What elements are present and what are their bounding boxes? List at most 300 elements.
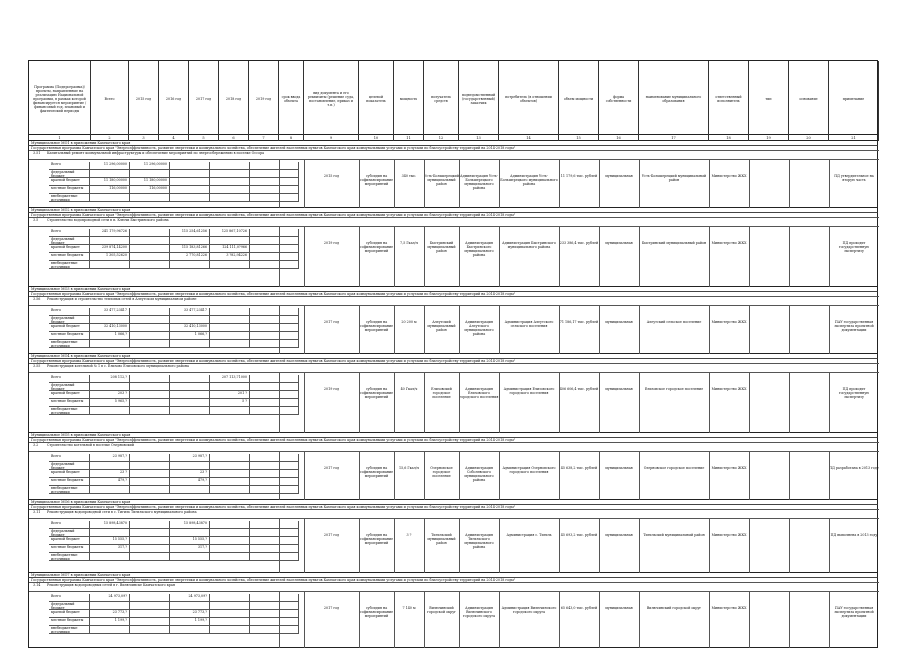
municipality: Усть-Большерецкий муниципальный район <box>641 174 707 182</box>
financing-row <box>49 391 299 399</box>
object-year: 2017 год <box>323 320 340 324</box>
financing-source: местные бюджеты <box>51 545 84 549</box>
item-number: 3.51 <box>33 151 41 155</box>
financing-value: 203 ? <box>89 391 129 399</box>
financing-value: 239 874,14200 <box>89 245 129 253</box>
financing-row <box>49 470 299 478</box>
financing-value <box>169 170 209 178</box>
financing-source: внебюджетные источники <box>51 486 78 494</box>
financing-value <box>249 261 299 269</box>
column-number: 19 <box>749 135 789 141</box>
financing-row <box>49 610 299 618</box>
financing-row <box>49 261 299 269</box>
note: ПД разработана в 2013 году <box>829 466 879 470</box>
column-divider <box>424 306 425 354</box>
responsible: Министерство ЖКХ <box>711 320 747 324</box>
program-block <box>28 213 878 287</box>
document-type: субсидия на софинансирование мероприятий <box>359 174 394 186</box>
responsible: Министерство ЖКХ <box>711 387 747 391</box>
funds-recipient: Озерновское городское поселение <box>430 466 453 478</box>
financing-value <box>129 170 169 178</box>
item-title: Реконструкция водопроводной сети в с. Тигиль Тигильского муниципального района <box>47 510 197 514</box>
column-divider <box>789 306 790 354</box>
financing-value <box>209 594 249 602</box>
financing-row <box>49 602 299 610</box>
header-cell: ответственный исполнитель <box>709 61 749 136</box>
column-divider <box>499 452 500 500</box>
column-divider <box>709 306 710 354</box>
financing-value: 2 770,81226 <box>169 253 209 261</box>
financing-value <box>169 399 209 407</box>
item-title: Строительство водопроводной сети в п. Ключи Быстринского района <box>47 218 169 222</box>
financing-source: внебюджетные источники <box>51 340 78 348</box>
financing-value <box>129 626 169 634</box>
column-divider <box>559 452 560 500</box>
column-divider <box>789 519 790 573</box>
item-number: 3.2 <box>33 443 39 447</box>
financing-source: местные бюджеты <box>51 618 84 622</box>
column-number: 10 <box>359 135 394 141</box>
financing-value <box>249 545 299 553</box>
item-row <box>29 297 879 306</box>
financing-value: 201 ? <box>209 391 249 399</box>
financing-value <box>129 375 169 383</box>
financing-value <box>169 462 209 470</box>
financing-value <box>169 602 209 610</box>
financing-source: краевой бюджет <box>51 610 80 614</box>
financing-value: 207 113,71000 <box>209 375 249 383</box>
financing-value <box>129 602 169 610</box>
column-number: 14 <box>499 135 559 141</box>
financing-value <box>249 610 299 618</box>
financing-value <box>209 170 249 178</box>
financing-row <box>49 308 299 316</box>
customer: Администрация Елизовского городского поселения <box>459 387 499 399</box>
column-divider <box>359 373 360 433</box>
program-title: Государственная программа Камчатского края "Энергоэффективность, развитие энергетики и коммунального хозяйства, обеспечение жителей населенных пунктов Камчатского края коммунальными услугами и услугами по благоустройству территорий на 2014-2018 годы" <box>29 438 879 443</box>
financing-value <box>249 407 299 415</box>
column-divider <box>599 519 600 573</box>
amount: 406 606,4 тыс. рублей <box>559 387 599 391</box>
header-cell: 2015 год <box>129 61 159 136</box>
consumer: Администрация Озерновского городского поселения <box>502 466 556 474</box>
financing-value <box>249 308 299 316</box>
document-sheet <box>28 60 879 634</box>
program-block <box>28 146 878 208</box>
financing-value <box>209 618 249 626</box>
financing-value <box>249 399 299 407</box>
financing-value <box>209 537 249 545</box>
financing-value <box>249 454 299 462</box>
financing-value <box>169 178 209 186</box>
financing-value: 11 296,00000 <box>89 162 129 170</box>
column-divider <box>424 373 425 433</box>
financing-value <box>209 521 249 529</box>
column-divider <box>639 452 640 500</box>
note: ПД утвердительное на вторую часть <box>834 174 874 182</box>
column-number: 13 <box>459 135 499 141</box>
program-title: Государственная программа Камчатского края "Энергоэффективность, развитие энергетики и коммунального хозяйства, обеспечение жителей населенных пунктов Камчатского края коммунальными услугами и услугами по благоустройству территорий на 2014-2018 годы" <box>29 505 879 510</box>
financing-row <box>49 618 299 626</box>
municipality: Быстринский муниципальный район <box>641 241 707 245</box>
financing-value: 115 254,61256 <box>169 229 209 237</box>
document-type: субсидия на софинансирование мероприятий <box>359 320 394 332</box>
financing-row <box>49 478 299 486</box>
item-number: 3.55 <box>33 364 41 368</box>
financing-value <box>169 261 209 269</box>
column-divider <box>359 227 360 287</box>
ownership: муниципальная <box>605 606 633 610</box>
financing-source: федеральный бюджет <box>51 237 75 245</box>
consumer: Администрация Вилючинского городского округа <box>501 606 557 614</box>
financing-value <box>209 545 249 553</box>
column-divider <box>394 306 395 354</box>
financing-source: местные бюджеты <box>51 186 84 190</box>
object-year: 2017 год <box>323 606 340 610</box>
column-divider <box>599 306 600 354</box>
financing-value <box>89 462 129 470</box>
column-divider <box>789 452 790 500</box>
column-divider <box>304 519 305 573</box>
financing-value <box>249 529 299 537</box>
financing-value <box>169 186 209 194</box>
header-cell: подведомственный (государственный) заказчик <box>459 61 499 136</box>
column-divider <box>749 306 750 354</box>
financing-value <box>249 229 299 237</box>
amount: 233 386,4 тыс. рублей <box>559 241 599 245</box>
financing-row <box>49 340 299 348</box>
column-divider <box>829 227 830 287</box>
financing-source: краевой бюджет <box>51 245 80 249</box>
header-cell: форма собственности <box>599 61 639 136</box>
financing-value <box>249 626 299 634</box>
financing-value <box>129 261 169 269</box>
financing-value <box>209 162 249 170</box>
header-cell: 2018 год <box>219 61 249 136</box>
column-divider <box>749 519 750 573</box>
financing-value <box>209 308 249 316</box>
financing-row <box>49 626 299 634</box>
document-type: субсидия на софинансирование мероприятий <box>359 466 394 478</box>
financing-value <box>129 324 169 332</box>
financing-source: Всего <box>51 521 61 525</box>
municipality: Озерновское городское поселение <box>643 466 705 470</box>
header-cell: 2019 год <box>249 61 279 136</box>
financing-value <box>209 383 249 391</box>
column-number: 16 <box>599 135 639 141</box>
financing-value <box>249 391 299 399</box>
financing-row <box>49 537 299 545</box>
financing-source: внебюджетные источники <box>51 407 78 415</box>
amount: 45 693,2 тыс. рублей <box>560 533 598 537</box>
financing-row <box>49 194 299 202</box>
program-block <box>28 438 878 500</box>
header-cell: 2016 год <box>159 61 189 136</box>
column-divider <box>359 519 360 573</box>
header-cell: Всего <box>91 61 129 136</box>
program-block <box>28 359 878 433</box>
column-divider <box>639 227 640 287</box>
header-cell: наименование муниципального образования <box>639 61 709 136</box>
section-band: Муниципальное МО1 в приложении Камчатского края <box>28 141 878 146</box>
municipality: Алеутский сельское поселение <box>646 320 702 324</box>
consumer: Администрация Алеутского сельского поселения <box>504 320 554 328</box>
column-number: 5 <box>189 135 219 141</box>
financing-row <box>49 545 299 553</box>
financing-value <box>169 340 209 348</box>
financing-row <box>49 245 299 253</box>
document-type: субсидия на софинансирование мероприятий <box>359 606 394 618</box>
financing-source: внебюджетные источники <box>51 261 78 269</box>
program-title: Государственная программа Камчатского края "Энергоэффективность, развитие энергетики и коммунального хозяйства, обеспечение жителей населенных пунктов Камчатского края коммунальными услугами и услугами по благоустройству территорий на 2014-2018 годы" <box>29 578 879 583</box>
financing-value <box>249 618 299 626</box>
column-divider <box>424 452 425 500</box>
column-number: 21 <box>829 135 879 141</box>
program-block <box>28 292 878 354</box>
financing-value <box>169 162 209 170</box>
financing-source: местные бюджеты <box>51 478 84 482</box>
municipality: Тигильский муниципальный район <box>643 533 705 537</box>
financing-value <box>129 594 169 602</box>
column-number: 9 <box>304 135 359 141</box>
column-divider <box>709 160 710 208</box>
column-divider <box>829 373 830 433</box>
financing-value <box>249 462 299 470</box>
financing-value <box>249 332 299 340</box>
column-divider <box>559 373 560 433</box>
financing-value <box>209 407 249 415</box>
customer: Администрация Усть-Большерецкого муниципального района <box>460 174 498 190</box>
financing-row <box>49 237 299 245</box>
note: ПД проходит государственную экспертизу <box>838 387 870 399</box>
column-divider <box>394 373 395 433</box>
financing-value <box>249 383 299 391</box>
financing-value: 24 973,09? <box>169 594 209 602</box>
column-number: 11 <box>394 135 424 141</box>
financing-row <box>49 162 299 170</box>
note: ПД проходит государственную экспертизу <box>838 241 870 253</box>
note: ПАУ государственная экспертиза проектной документации <box>834 320 874 332</box>
financing-row <box>49 383 299 391</box>
ownership: муниципальная <box>605 241 633 245</box>
financing-value <box>209 454 249 462</box>
financing-row <box>49 375 299 383</box>
ownership: муниципальная <box>605 533 633 537</box>
header-cell: примечание <box>829 61 879 136</box>
financing-source: федеральный бюджет <box>51 529 75 537</box>
financing-value <box>129 529 169 537</box>
customer: Администрация Алеутского муниципального района <box>464 320 494 336</box>
financing-value: 23 987,? <box>169 454 209 462</box>
column-divider <box>424 519 425 573</box>
header-cell: получатель средств <box>424 61 459 136</box>
ownership: муниципальная <box>605 320 633 324</box>
column-divider <box>499 306 500 354</box>
financing-source: местные бюджеты <box>51 399 84 403</box>
header-cell: срок ввода объекта <box>279 61 304 136</box>
amount: 71 186,17 тыс. рублей <box>559 320 599 324</box>
column-divider <box>639 160 640 208</box>
column-number: 17 <box>639 135 709 141</box>
column-number: 8 <box>279 135 304 141</box>
financing-value <box>209 462 249 470</box>
financing-value <box>89 486 129 494</box>
financing-value: 116,00000 <box>129 186 169 194</box>
funds-recipient: Алеутский муниципальный район <box>427 320 456 332</box>
financing-value: 15 555,? <box>169 537 209 545</box>
column-divider <box>499 373 500 433</box>
financing-value <box>129 332 169 340</box>
item-row <box>29 510 879 519</box>
financing-value <box>89 553 129 561</box>
financing-value <box>129 553 169 561</box>
financing-row <box>49 229 299 237</box>
financing-value <box>129 229 169 237</box>
column-divider <box>499 227 500 287</box>
financing-value <box>209 194 249 202</box>
financing-row <box>49 399 299 407</box>
financing-value: 3 ?82,94226 <box>209 253 249 261</box>
column-divider <box>709 373 710 433</box>
capacity: 3 ? <box>406 533 412 537</box>
column-divider <box>599 452 600 500</box>
column-divider <box>394 452 395 500</box>
item-row <box>29 443 879 452</box>
responsible: Министерство ЖКХ <box>711 606 747 610</box>
financing-value: 15 898,43870 <box>169 521 209 529</box>
column-divider <box>304 160 305 208</box>
financing-value: 241 179,96726 <box>89 229 129 237</box>
financing-value <box>129 454 169 462</box>
financing-value <box>169 553 209 561</box>
financing-value <box>209 186 249 194</box>
column-divider <box>599 373 600 433</box>
financing-source: федеральный бюджет <box>51 383 75 391</box>
financing-value <box>129 308 169 316</box>
financing-value <box>169 194 209 202</box>
column-divider <box>639 519 640 573</box>
customer: Администрация Соболевского муниципального района <box>464 466 494 482</box>
capacity: 7,5 Гкал/ч <box>400 241 418 245</box>
financing-source: Всего <box>51 594 61 598</box>
column-number: 4 <box>159 135 189 141</box>
item-number: 3.5 <box>33 218 39 222</box>
section-band: Муниципальное МО3 в приложении Камчатского края <box>28 287 878 292</box>
column-divider <box>459 452 460 500</box>
financing-row <box>49 553 299 561</box>
financing-source: местные бюджеты <box>51 253 84 257</box>
financing-value <box>129 521 169 529</box>
consumer: Администрация с. Тигиль <box>506 533 552 537</box>
note: ПД выполнена в 2013 году <box>830 533 878 537</box>
funds-recipient: Быстринский муниципальный район <box>427 241 456 253</box>
column-divider <box>559 160 560 208</box>
financing-value <box>169 391 209 399</box>
financing-value: 317,? <box>169 545 209 553</box>
column-divider <box>304 227 305 287</box>
program-block <box>28 578 878 648</box>
column-number: 12 <box>424 135 459 141</box>
item-title: Капитальный ремонт коммунальной инфраструктуры и обеспечение мероприятий по энергосбережению в поселке Оссора <box>47 151 265 155</box>
column-divider <box>359 452 360 500</box>
column-number: 6 <box>219 135 249 141</box>
financing-value <box>249 170 299 178</box>
column-divider <box>639 373 640 433</box>
financing-value <box>129 407 169 415</box>
financing-value <box>89 194 129 202</box>
financing-value <box>209 324 249 332</box>
column-divider <box>599 227 600 287</box>
capacity: 40 Гкал/ч <box>400 387 418 391</box>
financing-source: местные бюджеты <box>51 332 84 336</box>
header-cell: Программа (Подпрограмма)/ проекты, направленные на реализацию Национальной программы, в рамках которой финансируется мероприятие / финансовый год, плановый и фактический периоды <box>29 61 91 136</box>
amount: 45 638,2 тыс. рублей <box>560 466 598 470</box>
financing-value: 5 ? <box>209 399 249 407</box>
financing-value <box>169 375 209 383</box>
financing-value <box>209 553 249 561</box>
column-divider <box>279 373 280 433</box>
financing-value <box>209 332 249 340</box>
column-divider <box>459 306 460 354</box>
program-title: Государственная программа Камчатского края "Энергоэффективность, развитие энергетики и коммунального хозяйства, обеспечение жителей населенных пунктов Камчатского края коммунальными услугами и услугами по благоустройству территорий на 2014-2018 годы" <box>29 146 879 151</box>
program-block <box>28 505 878 573</box>
funds-recipient: Тигильский муниципальный район <box>427 533 456 545</box>
financing-source: краевой бюджет <box>51 537 80 541</box>
financing-value: 208 112,? <box>89 375 129 383</box>
financing-value <box>169 529 209 537</box>
financing-source: федеральный бюджет <box>51 316 75 324</box>
financing-value: 5 965,? <box>89 399 129 407</box>
financing-value <box>129 545 169 553</box>
financing-source: Всего <box>51 162 61 166</box>
column-divider <box>749 227 750 287</box>
item-number: 3.11 <box>33 510 41 514</box>
financing-source: внебюджетные источники <box>51 626 78 634</box>
column-divider <box>559 227 560 287</box>
column-divider <box>559 519 560 573</box>
financing-value <box>209 237 249 245</box>
financing-value <box>129 537 169 545</box>
item-title: Реконструкция водопроводных сетей в г. Вилючинске Камчатского края <box>47 583 175 587</box>
financing-value <box>169 383 209 391</box>
financing-value <box>249 186 299 194</box>
header-cell: тип <box>749 61 789 136</box>
column-divider <box>359 160 360 208</box>
financing-value <box>249 237 299 245</box>
financing-value: 33 477,23417 <box>89 308 129 316</box>
section-band: Муниципальное МО2 в приложении Камчатского края <box>28 208 878 213</box>
financing-value: 32 410,13000 <box>169 324 209 332</box>
consumer: Администрация Усть-Большерецкого муниципального района <box>500 174 558 186</box>
column-divider <box>304 452 305 500</box>
financing-row <box>49 332 299 340</box>
financing-value <box>209 610 249 618</box>
object-year: 2017 год <box>323 466 340 470</box>
column-divider <box>499 519 500 573</box>
customer: Администрация Тигильского муниципального района <box>464 533 494 549</box>
financing-value <box>129 610 169 618</box>
responsible: Министерство ЖКХ <box>711 533 747 537</box>
financing-value: 1 305,52620 <box>89 253 129 261</box>
program-title: Государственная программа Камчатского края "Энергоэффективность, развитие энергетики и коммунального хозяйства, обеспечение жителей населенных пунктов Камчатского края коммунальными услугами и услугами по благоустройству территорий на 2014-2018 годы" <box>29 359 879 364</box>
financing-value: 1 066,? <box>89 332 129 340</box>
financing-value: 1 199,? <box>89 618 129 626</box>
financing-value: 11 180,00000 <box>89 178 129 186</box>
financing-source: Всего <box>51 454 61 458</box>
column-divider <box>459 519 460 573</box>
customer: Администрация Вилючинского городского округа <box>462 606 496 618</box>
financing-value: 479,? <box>169 478 209 486</box>
